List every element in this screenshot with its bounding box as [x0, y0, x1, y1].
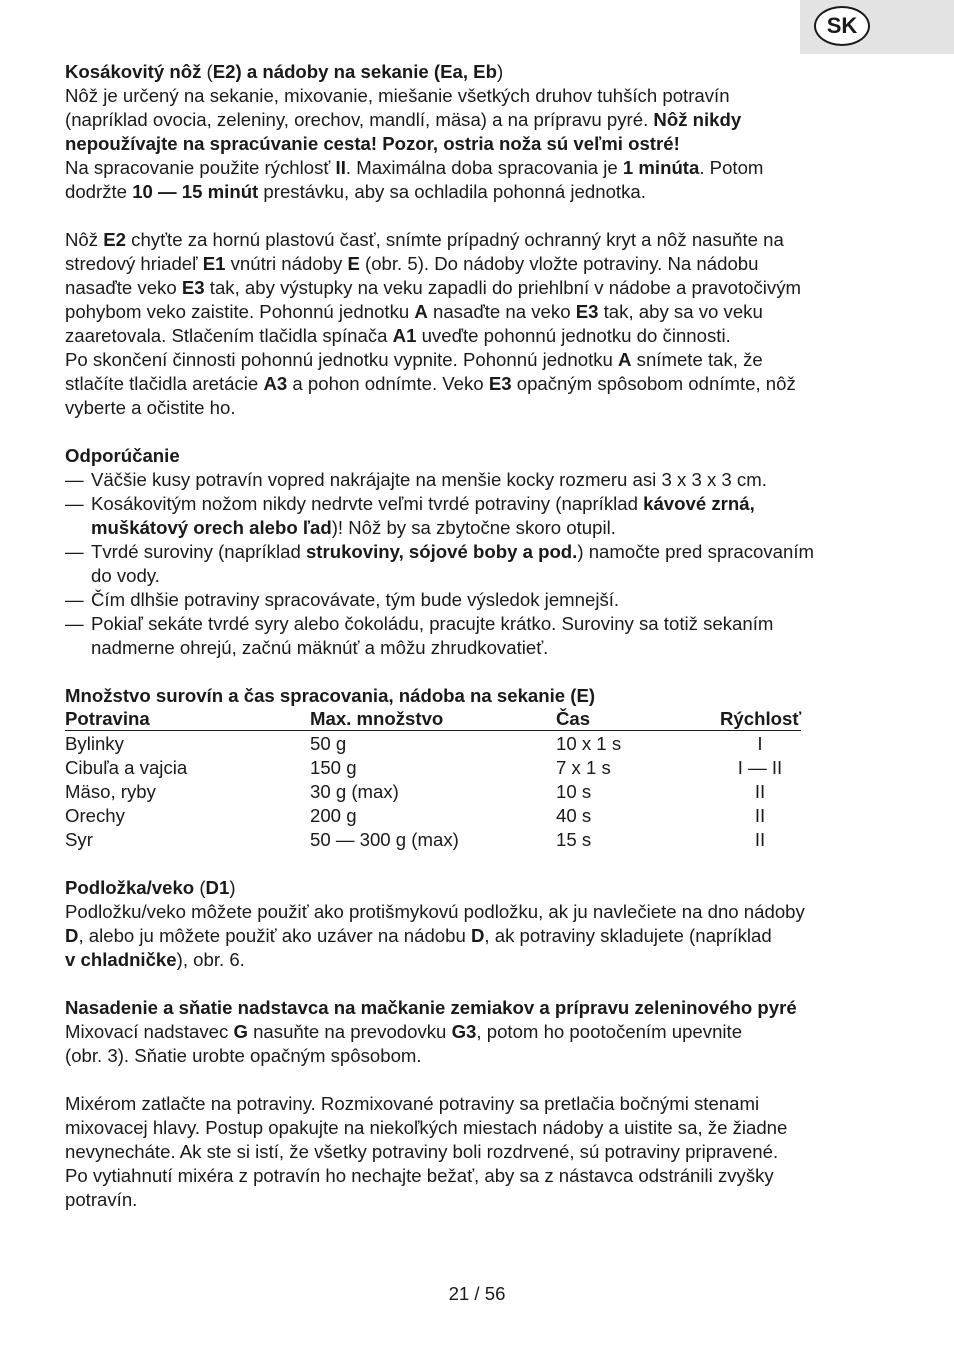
table-cell: 150 g: [310, 757, 357, 778]
table-header-cell: Potravina: [65, 708, 310, 731]
paragraph-line: (obr. 3). Sňatie urobte opačným spôsobom.: [65, 1045, 422, 1066]
table-cell: 10 s: [556, 781, 592, 802]
table-cell: Mäso, ryby: [65, 781, 156, 802]
paragraph-line: Mixovací nadstavec G nasuňte na prevodovku G3, potom ho pootočením upevnite: [65, 1021, 743, 1042]
paragraph-line: stlačíte tlačidla aretácie A3 a pohon odnímte. Veko E3 opačným spôsobom odnímte, nôž: [65, 373, 796, 394]
language-tab: [800, 0, 954, 54]
table-cell: 50 — 300 g (max): [310, 829, 459, 850]
paragraph-line: v chladničke), obr. 6.: [65, 949, 245, 970]
table-header-cell: Rýchlosť: [720, 708, 802, 729]
paragraph-line: mixovacej hlavy. Postup opakujte na niekoľkých miestach nádoby a uistite sa, že žiadne: [65, 1117, 788, 1138]
table-row: Mäso, ryby 30 g (max) 10 s II: [65, 781, 766, 802]
section-tips-title: Odporúčanie: [65, 445, 180, 466]
table-cell: 7 x 1 s: [556, 757, 611, 778]
table-header-cell: Max. množstvo: [310, 708, 556, 731]
table-cell: Cibuľa a vajcia: [65, 757, 188, 778]
paragraph-line: D, alebo ju môžete použiť ako uzáver na nádobu D, ak potraviny skladujete (napríklad: [65, 925, 772, 946]
tip-item: — Väčšie kusy potravín vopred nakrájajte na menšie kocky rozmeru asi 3 x 3 x 3 cm.: [65, 469, 767, 490]
tip-item: — Čím dlhšie potraviny spracovávate, tým bude výsledok jemnejší.: [65, 589, 620, 610]
table-row: Orechy 200 g 40 s II: [65, 805, 766, 826]
table-cell: 200 g: [310, 805, 357, 826]
section-pad-title: Podložka/veko (D1): [65, 877, 236, 898]
paragraph-line: dodržte 10 — 15 minút prestávku, aby sa ochladila pohonná jednotka.: [65, 181, 646, 202]
paragraph-line: nepoužívajte na spracúvanie cesta! Pozor, ostria noža sú veľmi ostré!: [65, 133, 680, 154]
paragraph-line: nasaďte veko E3 tak, aby výstupky na veku zapadli do priehlbní v nádobe a pravotočivým: [65, 277, 801, 298]
paragraph-line: Na spracovanie použite rýchlosť II. Maximálna doba spracovania je 1 minúta. Potom: [65, 157, 764, 178]
table-cell: 40 s: [556, 805, 592, 826]
section-knife-instructions: [65, 228, 895, 420]
paragraph-line: zaaretovala. Stlačením tlačidla spínača A1 uveďte pohonnú jednotku do činnosti.: [65, 325, 731, 346]
tip-item: — Kosákovitým nožom nikdy nedrvte veľmi tvrdé potraviny (napríklad kávové zrná, muškátový orech alebo ľad)! Nôž by sa zbytočne skoro otupil.: [65, 493, 755, 538]
table-cell: Bylinky: [65, 733, 124, 754]
paragraph-line: Po skončení činnosti pohonnú jednotku vypnite. Pohonnú jednotku A snímete tak, že: [65, 349, 763, 370]
tip-item: — Pokiaľ sekáte tvrdé syry alebo čokoládu, pracujte krátko. Suroviny sa totiž sekaním nadmerne ohrejú, začnú mäknúť a môžu zhrudkovatieť.: [65, 613, 774, 658]
table-row: Cibuľa a vajcia 150 g 7 x 1 s I — II: [65, 757, 783, 778]
paragraph-line: Mixérom zatlačte na potraviny. Rozmixované potraviny sa pretlačia bočnými stenami: [65, 1093, 760, 1114]
paragraph-line: vyberte a očistite ho.: [65, 397, 236, 418]
table-cell: Syr: [65, 829, 93, 850]
paragraph-line: Po vytiahnutí mixéra z potravín ho nechajte bežať, aby sa z nástavca odstránili zvyšky: [65, 1165, 774, 1186]
paragraph-line: Nôž E2 chyťte za hornú plastovú časť, snímte prípadný ochranný kryt a nôž nasuňte na: [65, 229, 784, 250]
table-row: Syr 50 — 300 g (max) 15 s II: [65, 829, 766, 850]
table-title: Množstvo surovín a čas spracovania, nádoba na sekanie (E): [65, 685, 596, 706]
table-header-row: [65, 708, 895, 732]
paragraph-line: Nôž je určený na sekanie, mixovanie, miešanie všetkých druhov tuhších potravín: [65, 85, 730, 106]
paragraph-line: stredový hriadeľ E1 vnútri nádoby E (obr. 5). Do nádoby vložte potraviny. Na nádobu: [65, 253, 759, 274]
table-header-cell: Čas: [556, 708, 720, 731]
page-content: [65, 60, 895, 1212]
section-knife: [65, 60, 895, 204]
paragraph-line: nevynecháte. Ak ste si istí, že všetky potraviny boli rozdrvené, sú potraviny pripravené.: [65, 1141, 779, 1162]
table-cell: Orechy: [65, 805, 125, 826]
paragraph-line: (napríklad ovocia, zeleniny, orechov, mandlí, mäsa) a na prípravu pyré. Nôž nikdy: [65, 109, 742, 130]
table-row: Bylinky 50 g 10 x 1 s I: [65, 733, 763, 754]
tip-item: — Tvrdé suroviny (napríklad strukoviny, sójové boby a pod.) namočte pred spracovaním do vody.: [65, 541, 815, 586]
section-pad: [65, 876, 895, 972]
language-badge: SK: [814, 6, 870, 46]
paragraph-line: Podložku/veko môžete použiť ako protišmykovú podložku, ak ju navlečiete na dno nádoby: [65, 901, 805, 922]
table-cell: 30 g (max): [310, 781, 399, 802]
table-cell: 15 s: [556, 829, 592, 850]
section-masher-title: Nasadenie a sňatie nadstavca na mačkanie zemiakov a prípravu zeleninového pyré: [65, 997, 797, 1018]
table-cell: 50 g: [310, 733, 347, 754]
paragraph-line: potravín.: [65, 1189, 138, 1210]
table-cell: 10 x 1 s: [556, 733, 622, 754]
section-tips: [65, 444, 895, 660]
section-quantity-table: [65, 684, 895, 852]
paragraph-line: pohybom veko zaistite. Pohonnú jednotku A nasaďte na veko E3 tak, aby sa vo veku: [65, 301, 763, 322]
section-final: [65, 1092, 895, 1212]
section-knife-title: Kosákovitý nôž (E2) a nádoby na sekanie (Ea, Eb): [65, 61, 504, 82]
section-masher: [65, 996, 895, 1068]
page-number: 21 / 56: [448, 1283, 506, 1304]
